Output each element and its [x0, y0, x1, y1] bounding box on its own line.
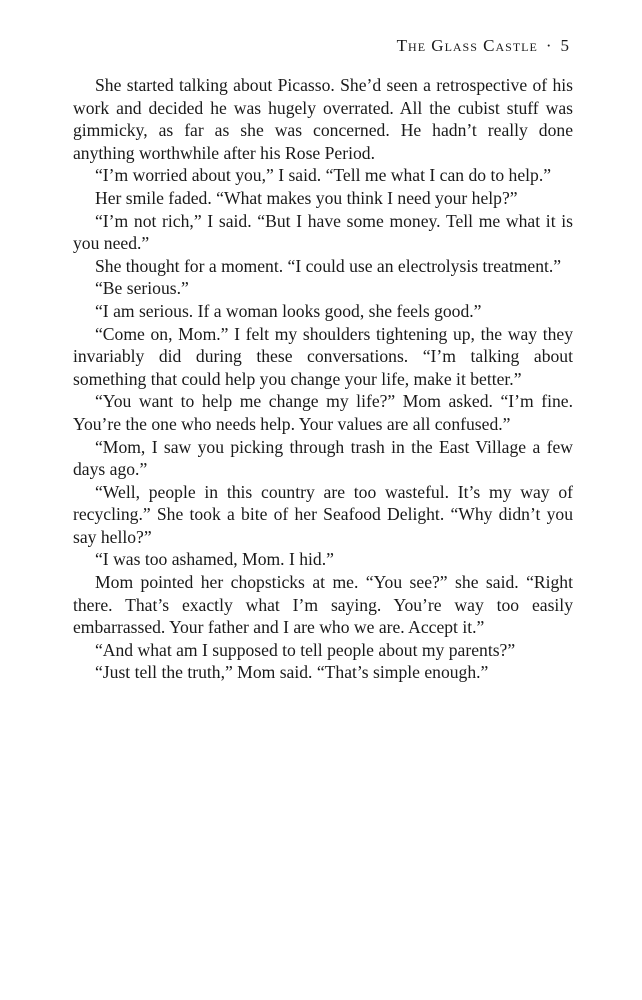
paragraph: “Come on, Mom.” I felt my shoulders tightening up, the way they invariably did during these conversations. “I’m talking about something that could help you change your life, make it better.”	[73, 323, 573, 389]
paragraph: Mom pointed her chopsticks at me. “You see?” she said. “Right there. That’s exactly what I’m saying. You’re way too easily embarrassed. Your father and I are who we are. Accept it.”	[73, 572, 573, 638]
page-number: 5	[560, 36, 570, 55]
paragraph: “I’m not rich,” I said. “But I have some money. Tell me what it is you need.”	[73, 210, 573, 254]
paragraph: She started talking about Picasso. She’d seen a retrospective of his work and decided he was hugely overrated. All the cubist stuff was gimmicky, as far as she was concerned. He hadn’t really done anything worthwhile after his Rose Period.	[73, 75, 573, 163]
header-separator: ·	[545, 36, 553, 55]
paragraph: “And what am I supposed to tell people about my parents?”	[95, 639, 516, 660]
paragraph: “Be serious.”	[95, 278, 189, 299]
paragraph: “I’m worried about you,” I said. “Tell me what I can do to help.”	[95, 165, 552, 186]
paragraph: Her smile faded. “What makes you think I need your help?”	[95, 187, 518, 208]
paragraph: “Just tell the truth,” Mom said. “That’s simple enough.”	[95, 662, 489, 683]
paragraph: “I am serious. If a woman looks good, she feels good.”	[95, 300, 482, 321]
running-header	[397, 36, 570, 56]
body-text	[73, 74, 573, 684]
paragraph: “Mom, I saw you picking through trash in the East Village a few days ago.”	[73, 436, 573, 480]
book-title: The Glass Castle	[396, 36, 538, 55]
paragraph: “You want to help me change my life?” Mom asked. “I’m fine. You’re the one who needs help. Your values are all confused.”	[73, 391, 573, 434]
paragraph: “I was too ashamed, Mom. I hid.”	[95, 549, 334, 570]
paragraph: “Well, people in this country are too wasteful. It’s my way of recycling.” She took a bite of her Seafood Delight. “Why didn’t you say hello?”	[73, 481, 573, 547]
paragraph: She thought for a moment. “I could use an electrolysis treatment.”	[95, 255, 562, 276]
